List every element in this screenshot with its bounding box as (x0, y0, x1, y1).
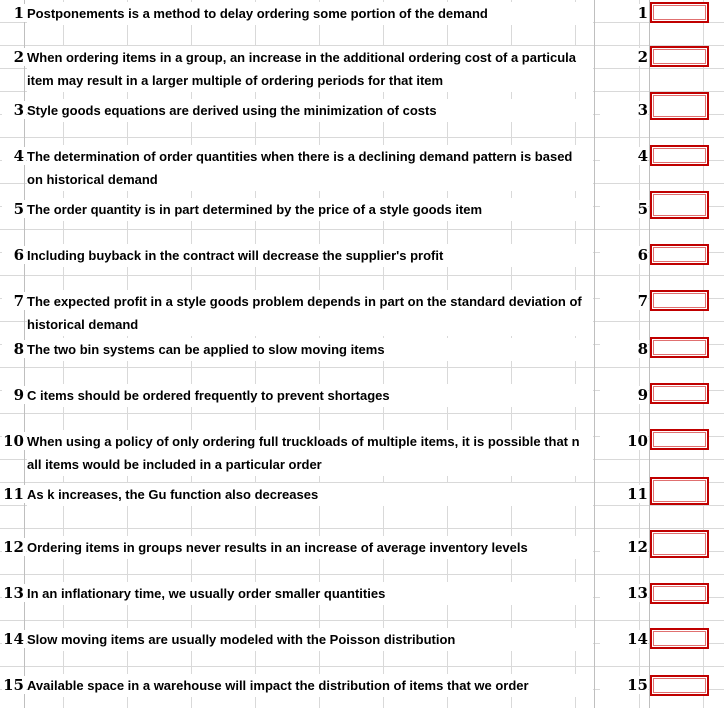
question-text (27, 290, 593, 336)
question-text-line: Slow moving items are usually modeled with the Poisson distribution (27, 632, 456, 647)
question-number: 5 (2, 200, 26, 218)
answer-number: 15 (600, 676, 648, 694)
question-text-line: In an inflationary time, we usually order smaller quantities (27, 586, 386, 601)
answer-number: 4 (600, 147, 648, 165)
column-divider (594, 0, 595, 708)
question-text-line: Including buyback in the contract will decrease the supplier's profit (27, 248, 444, 263)
question-number: 6 (2, 246, 26, 264)
answer-input-cell[interactable] (650, 337, 709, 358)
question-text-line: The determination of order quantities when there is a declining demand pattern is based (27, 149, 573, 164)
answer-number: 14 (600, 630, 648, 648)
answer-input-cell[interactable] (650, 92, 709, 120)
question-number: 4 (2, 147, 26, 165)
question-number: 11 (3, 485, 24, 503)
question-text-line: on historical demand (27, 172, 158, 187)
answer-input-cell[interactable] (650, 244, 709, 265)
answer-input-cell[interactable] (650, 675, 709, 696)
question-text-line: C items should be ordered frequently to prevent shortages (27, 388, 390, 403)
question-number: 15 (3, 676, 24, 694)
answer-input-cell[interactable] (650, 2, 709, 23)
answer-number: 7 (600, 292, 648, 310)
answer-input-cell[interactable] (650, 583, 709, 604)
question-number: 2 (2, 48, 26, 66)
answer-number: 8 (600, 340, 648, 358)
answer-number: 12 (600, 538, 648, 556)
answer-input-cell[interactable] (650, 145, 709, 166)
question-text (27, 338, 593, 361)
answer-number: 6 (600, 246, 648, 264)
answer-input-cell[interactable] (650, 530, 709, 558)
question-text-line: Available space in a warehouse will impact the distribution of items that we order (27, 678, 529, 693)
question-text-line: Style goods equations are derived using the minimization of costs (27, 103, 437, 118)
question-text-line: Ordering items in groups never results in an increase of average inventory levels (27, 540, 528, 555)
question-number: 3 (2, 101, 26, 119)
question-text (27, 145, 593, 191)
answer-input-cell[interactable] (650, 383, 709, 404)
question-text (27, 384, 593, 407)
question-number: 1 (2, 4, 26, 22)
answer-input-cell[interactable] (650, 290, 709, 311)
question-text (27, 674, 593, 697)
question-text (27, 483, 593, 506)
question-number: 10 (3, 432, 24, 450)
question-number: 14 (3, 630, 24, 648)
question-text-line: The expected profit in a style goods problem depends in part on the standard deviation of (27, 294, 582, 309)
answer-number: 9 (600, 386, 648, 404)
answer-input-cell[interactable] (650, 628, 709, 649)
question-text (27, 244, 593, 267)
question-text-line: all items would be included in a particular order (27, 457, 322, 472)
answer-number: 5 (600, 200, 648, 218)
question-text-line: Postponements is a method to delay ordering some portion of the demand (27, 6, 488, 21)
answer-input-cell[interactable] (650, 46, 709, 67)
question-text (27, 536, 593, 559)
question-text (27, 582, 593, 605)
question-number: 13 (3, 584, 24, 602)
answer-input-cell[interactable] (650, 429, 709, 450)
answer-number: 2 (600, 48, 648, 66)
question-text (27, 628, 593, 651)
answer-number: 1 (600, 4, 648, 22)
answer-input-cell[interactable] (650, 477, 709, 505)
question-number: 12 (3, 538, 24, 556)
answer-number: 13 (600, 584, 648, 602)
question-number: 7 (2, 292, 26, 310)
answer-number: 10 (600, 432, 648, 450)
question-text-line: As k increases, the Gu function also decreases (27, 487, 319, 502)
question-text-line: When ordering items in a group, an increase in the additional ordering cost of a particula (27, 50, 576, 65)
question-text-line: When using a policy of only ordering full truckloads of multiple items, it is possible that n (27, 434, 580, 449)
question-text (27, 430, 593, 476)
question-text-line: The order quantity is in part determined by the price of a style goods item (27, 202, 483, 217)
question-text-line: item may result in a larger multiple of ordering periods for that item (27, 73, 444, 88)
question-text (27, 198, 593, 221)
question-number: 9 (2, 386, 26, 404)
answer-number: 11 (600, 485, 648, 503)
question-text (27, 2, 593, 25)
answer-number: 3 (600, 101, 648, 119)
answer-input-cell[interactable] (650, 191, 709, 219)
question-text-line: historical demand (27, 317, 139, 332)
question-text (27, 99, 593, 122)
question-text (27, 46, 593, 92)
question-number: 8 (2, 340, 26, 358)
question-text-line: The two bin systems can be applied to slow moving items (27, 342, 385, 357)
